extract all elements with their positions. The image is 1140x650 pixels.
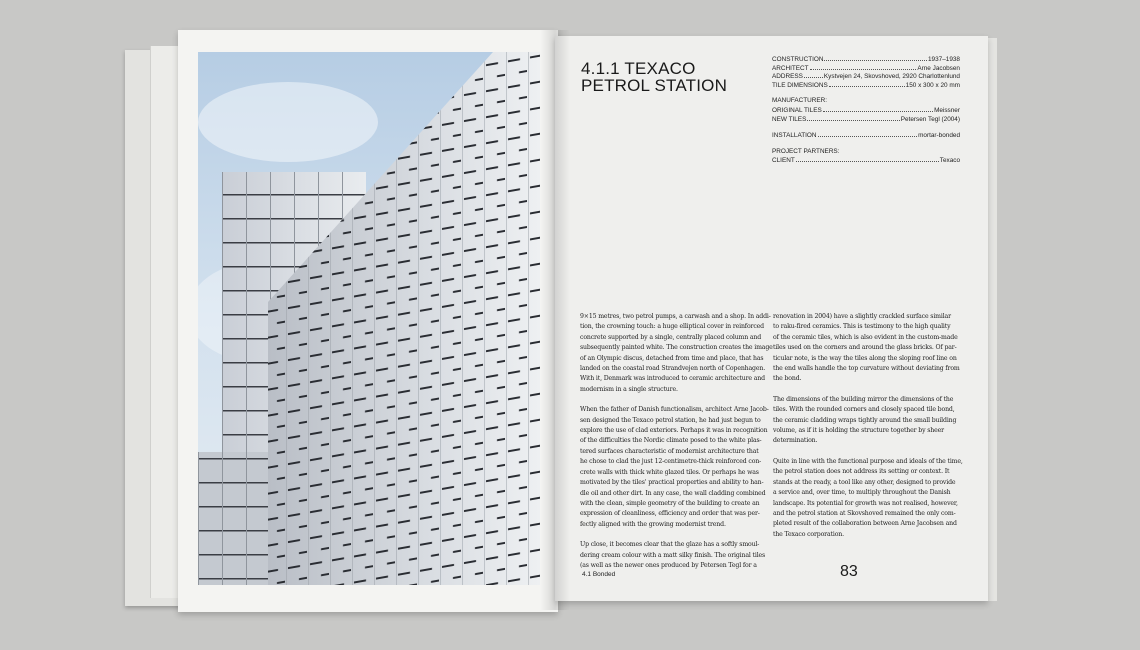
spec-value: Petersen Tegl (2004) [900,115,960,123]
text-line: tiles. With the rounded corners and closely spaced tile bond, [773,406,955,414]
building-photo [198,52,540,585]
spec-label: ADDRESS [772,73,803,81]
text-line: he chose to clad the just 12-centimetre-thick reinforced con- [580,458,762,466]
spec-value: Arne Jacobsen [917,64,960,72]
text-line: crete walls with thick white glazed tiles. Or perhaps he was [580,468,759,476]
spec-row [772,72,960,81]
text-line: landed on the coastal road Strandvejen north of Copenhagen. [580,365,766,373]
paragraph [773,312,965,385]
text-line: Up close, it becomes clear that the glaze has a softly smoul- [580,541,760,549]
spec-label: ARCHITECT [772,64,809,72]
book-gutter-shadow [540,30,570,610]
spec-row [772,156,960,165]
text-line: dering cream colour with a matt silky finish. The original tiles [580,551,766,559]
spec-row [772,64,960,73]
text-line: the ceramic cladding wraps tightly around the small building [773,416,957,424]
text-line: tiles used on the corners and around the glass bricks. Of par- [773,344,957,352]
page-number: 83 [840,563,858,580]
spec-heading: PROJECT PARTNERS: [772,147,840,155]
spec-row [772,106,960,115]
text-line: When the father of Danish functionalism, architect Arne Jacob- [580,406,769,414]
text-line: 9×15 metres, two petrol pumps, a carwash and a shop. In addi- [580,313,771,320]
spec-heading: MANUFACTURER: [772,97,828,105]
spec-value: mortar-bonded [918,132,960,140]
text-line: the Texaco corporation. [773,530,844,538]
title-line: PETROL STATION [581,76,728,95]
paragraph [580,312,772,395]
text-line: With it, Denmark was introduced to ceramic architecture and [580,375,765,383]
text-line: tered surfaces characteristic of modernist architecture that [580,447,759,455]
text-line: expression of cleanliness, efficiency and order that was per- [580,510,760,518]
text-line: dle oil and other dirt. In any case, the wall cladding combined [580,489,766,497]
text-line: the end walls handle the top curvature without deviating from [773,365,960,373]
spec-label: CLIENT [772,157,795,165]
spec-row [772,81,960,90]
spec-table [772,55,960,165]
text-line: the bond. [773,375,802,383]
spec-value: 150 x 300 x 20 mm [905,81,960,89]
page-title [581,60,727,94]
text-line: subsequently painted white. The construction creates the image [580,344,773,352]
text-line: explore the use of clad exteriors. Perhaps it was in recognition [580,427,768,435]
text-line: of the difficulties the Nordic climate posed to the white plas- [580,437,762,445]
text-line: with the clean, simple geometry of the building to create an [580,499,760,507]
body-column-1 [580,312,772,581]
section-footer: 4.1 Bonded [582,571,616,578]
text-line: (as well as the newer ones produced by Petersen Tegl for a [580,561,757,569]
text-line: sen designed the Texaco petrol station, he had just begun to [580,416,761,424]
paragraph [580,405,772,530]
spec-label: INSTALLATION [772,132,817,140]
paragraph [773,457,965,540]
text-line: motivated by the tiles' practical properties and ability to han- [580,479,764,487]
spec-label: CONSTRUCTION [772,56,824,63]
text-line: concrete supported by a single, centrally placed column and [580,333,762,341]
text-line: stands at the ready, a tool like any other, designed to provide [773,478,956,486]
spec-value: Kystvejen 24, Skovshoved, 2920 Charlottenlund [823,73,960,81]
spec-value: Texaco [939,157,960,165]
text-line: to raku-fired ceramics. This is testimony to the high quality [773,323,951,331]
text-line: tion, the crowning touch: a huge elliptical cover in reinforced [580,323,764,331]
text-line: a service and, over time, to multiply throughout the Danish [773,489,951,497]
text-line: and the petrol station at Skovshoved remained the only com- [773,509,956,517]
spec-value: Meissner [934,106,960,114]
spec-label: TILE DIMENSIONS [772,81,828,89]
body-column-2 [773,312,965,550]
text-line: ticular note, is the way the tiles along the sloping roof line on [773,354,957,362]
paragraph [773,395,965,447]
title-line: 4.1.1 TEXACO [581,59,696,78]
text-line: landscape. Its potential for growth was not realised, however, [773,499,958,507]
text-line: Quite in line with the functional purpose and ideals of the time, [773,457,963,465]
spec-label: NEW TILES [772,115,807,123]
spec-label: ORIGINAL TILES [772,106,822,114]
spec-value: 1937–1938 [928,56,960,63]
spec-row [772,115,960,124]
text-line: the petrol station does not address its setting or context. It [773,468,950,476]
text-line: of an Olympic discus, detached from time and place, that has [580,354,764,362]
text-line: fectly aligned with the growing modernist trend. [580,520,726,528]
text-line: renovation in 2004) have a slightly crackled surface similar [773,313,951,320]
text-line: The dimensions of the building mirror the dimensions of the [773,395,954,403]
paragraph [580,540,772,571]
text-line: modernism in a single structure. [580,385,678,393]
spec-row [772,131,960,140]
spec-row [772,55,960,64]
text-line: of the ceramic tiles, which is also evident in the custom-made [773,333,958,341]
text-line: determination. [773,437,818,445]
text-line: pleted result of the collaboration between Arne Jacobsen and [773,520,957,528]
text-line: volume, as if it is holding the structure together by sheer [773,427,944,435]
